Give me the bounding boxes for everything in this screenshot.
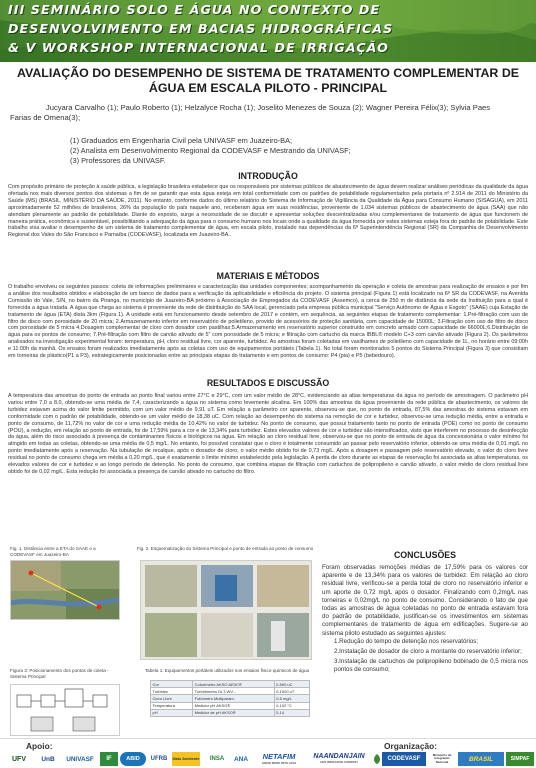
table-cell: pH (151, 709, 193, 716)
banner-line-2: DESENVOLVIMENTO EM BACIAS HIDROGRÁFICAS (8, 21, 394, 36)
table-cell: Turbidez (151, 688, 193, 695)
system-photos-image (141, 561, 312, 660)
affiliation-1: (1) Graduados em Engenharia Civil pela UNIVASF em Juazeiro-BA; (70, 136, 293, 145)
table-cell: Fotômetro Multiparam. (193, 695, 274, 702)
support-label: Apoio: (26, 741, 53, 751)
intro-heading: INTRODUÇÃO (238, 171, 298, 181)
table-cell: Colorímetro AKSO AE0C® (193, 681, 274, 688)
leaf-icon (372, 753, 382, 765)
mato-ambiente-logo: Mato Ambiente (172, 752, 200, 766)
table-cell: Turbidímetro DLT-WV... (193, 688, 274, 695)
satellite-map-image (11, 561, 120, 620)
affiliation-3: (3) Professores da UNIVASF. (70, 156, 166, 165)
table-cell: 0-1000 uT (274, 688, 309, 695)
if-logo: IF (100, 752, 118, 766)
table-cell: 0-14 (274, 709, 309, 716)
methods-text: O trabalho envolveu os seguintes passos: coleta de informações preliminares e caracterização das unidades componentes; acompanhamento da operação e coleta de amostras para realização de ensaios e por fim a análise dos resultados obtidos e elaboração de um banco de dados para a verificação da aplicabilidade e eficiência do projeto. O sistema principal (Figura 1) está localizado na 6ª SR da CODEVASF, na Avenida Comissão do Vale, S/N, no bairro da Piranga, no município de Juazeiro-BA próximo à Associação de Empregados da CODEVASF (Assemco), a cerca de 250 m de distância da sede da Instituição para a qual é fornecida a água tratada. A água que chega ao sistema é proveniente da rede de distribuição do SAA local, gerenciado pela empresa pública municipal "Serviço Autônomo de Água e Esgoto" (SAAE) cuja Estação de tratamento de água (ETA) dista 3km (Figura 1). A unidade está em funcionamento desde setembro de 2017 e contém, em sequência, as seguintes etapas de tratamento complementar: 1.Pré-filtração com uso de filtro de disco com porosidade de 20 micra; 2.Armazenamento inferior em reservatório de polietileno, provido de acessórios de proteção sanitária, com capacidade de 15000L; 3.Filtração com uso de filtro de disco com porosidade de 5 micra 4.Dosagem complementar de cloro com dosador com pastilhas;5.Armazenamento em reservatório superior construído em concreto armado com capacidade de 66000L;6.Distribuição de água para os pontos de consumo; 7.Pré-filtração com filtro de carvão ativado de 5" com porosidade de 5 micra; e filtração com cartucho da marca IBBL® modelo C+3 com carvão ativado (Figura 2). Os parâmetros analisados na investigação experimental foram: temperatura, pH, cloro residual livre, cor aparente, turbidez. As amostras foram coletadas em vasilhames de polietileno com capacidade de 1L, no horário entre 09:00h e 11:00h da manhã. Os ensaios foram realizados imediatamente após as coletas com uso de equipamentos portáteis (Tabela 1). No total foram monitorados 5 pontos do Sistema Principal (Figura 3) que consistiam em torneiras de plástico(P1 a P3), estrategicamente posicionadas entre as principais etapas do tratamento e em pontos de consumo: P4 (pia) e P5 (bebedouro). (8, 284, 528, 360)
methods-heading: MATERIAIS E MÉTODOS (216, 271, 320, 281)
affiliation-2: (2) Analista em Desenvolvimento Regional da CODEVASF e Mestrando da UNIVASF; (70, 146, 351, 155)
collection-points-diagram (11, 685, 120, 736)
poster-title (10, 66, 526, 96)
ministerio-logo: Ministério da Integração Nacional (432, 752, 452, 764)
footer-divider (0, 738, 536, 739)
table-cell: 0-5 mg/L (274, 695, 309, 702)
sindicato-icon (372, 752, 382, 766)
poster-title-line-1: AVALIAÇÃO DO DESEMPENHO DE SISTEMA DE TRATAMENTO COMPLEMENTAR DE (16, 66, 520, 80)
figure-2-caption: Fig. 2. Esquematização do Sistema Principal e ponto de entrada ao ponto de consumo (136, 546, 314, 551)
poster-title-line-2: ÁGUA EM ESCALA PILOTO - PRINCIPAL (148, 81, 388, 95)
table-row (151, 688, 310, 695)
table-cell: Cloro Livre (151, 695, 193, 702)
ana-logo: ANA (233, 755, 249, 763)
figure-2-photos (140, 560, 312, 660)
conclusions-item-2: 2.Instalação de dosador de cloro a montante do reservatório inferior; (334, 648, 522, 655)
results-text: A temperatura das amostras do ponto de entrada ao ponto final variou entre 27°C e 29°C, com um valor médio de 28°C, evidenciando as altas temperaturas da água no período de amostragem. O parâmetro pH variou entre 7,0 a 8,0, obtendo-se uma média de 7,4, caracterizando a água no sistema como levemente alcalina. Em 100% das amostras da água proveniente da rede pública de abastecimento, os valores de turbidez estavam acima do valor limite permitido, com um valor médio de 9,91 uT. Em relação a parâmetro cor aparente, observou-se que, no ponto de entrada, 87,5% das amostras do sistema estavam em conformidade com o padrão de potabilidade, obtendo-se um valor médio de 18,38 uC. Com relação ao desempenho do sistema na remoção de cor e turbidez, observou-se uma redução média, entre a entrada e ponto de consumo, de 11,72% no valor de cor e uma redução média de 10,42% no valor de turbidez. No ponto de consumo, que possui tratamento tanto no ponto de entrada (POE) como no ponto de consumo (POU), a redução, em relação ao ponto de entrada, foi de 17,59% para a cor e de 13,34% para turbidez. Estes elevados valores de cor e turbidez são intensificados, visto que interferem no processo de desinfecção da água, além do risco associado à presença de contaminantes físicos e biológicos na água. Em relação ao cloro residual livre, observou-se que no ponto de entrada de água da concessionária o valor mínimo foi atingido em todas as coletas, obtendo-se uma média de 0,5 mg/L. No entanto, foi possível constatar que o cloro é totalmente consumido ao passar pelo reservatório inferior, obtendo-se uma média de 0,01 mg/L no ponto imediatamente após a reservação. Na tubulação de recalque, após o dosador de cloro, o valor médio obtido foi de 0,73 mg/L. Após a dosagem e passagem pelo reservatório elevado, o valor do cloro livre residual no ponto de consumo chega em média a 0,20 mg/L, que é exatamente o limite mínimo estabelecido pela legislação. A perda de cloro durante as etapas de reservação foi associada as altas temperaturas, os elevados valores de cor e turbidez e ao longo período de detenção. No ponto de consumo, que combina etapas de filtração com cartuchos de polipropileno e carvão ativado, o valor médio de cloro residual livre obtido foi de 0,02 mg/L. Esta redução foi associada a presença de carvão ativado no cartucho do filtro. (8, 393, 528, 475)
abid-logo: ABID (120, 752, 146, 766)
table-cell: Cor (151, 681, 193, 688)
table-1 (150, 680, 310, 717)
equipment-table (150, 680, 310, 717)
insa-logo: INSA (209, 756, 225, 762)
codevasf-logo: CODEVASF (382, 752, 426, 766)
table-1-caption: Tabela 1: Equipamentos portáteis utilizados nos ensaios físico-químicos de água (144, 668, 310, 673)
table-cell: 0-500 uC (274, 681, 309, 688)
table-cell: 0-100 °C (274, 702, 309, 709)
figure-1-map (10, 560, 120, 620)
simpaf-logo: SIMPAF (506, 752, 534, 766)
conclusions-item-3: 3.Instalação de cartuchos de polipropileno bobinado de 0,5 micra nos pontos de consumo; (334, 658, 528, 674)
figure-3-caption: Figura 3: Posicionamento dos pontos de coleta - Sistema Principal (10, 668, 109, 679)
authors-line-1: Jucyara Carvalho (1); Paulo Roberto (1); Helzalyce Rocha (1); Joselito Menezes de Souza (2); Wagner Pereira Félix(3); Sylvia Paes (45, 103, 491, 112)
results-heading: RESULTADOS E DISCUSSÃO (206, 378, 330, 388)
table-row (151, 681, 310, 688)
conclusions-item-1: 1.Redução do tempo de detenção nos reservatórios; (334, 638, 479, 645)
banner-line-3: & V WORKSHOP INTERNACIONAL DE IRRIGAÇÃO (8, 40, 389, 55)
table-cell: Medidor de pH AKSO® (193, 709, 274, 716)
naandanjain-logo: NAANDANJAIN JAIN IRRIGATION COMPANY (313, 753, 365, 764)
figure-1-caption: Fig. 1. Distância entre a ETA do SAAE e a CODEVASF em Juazeiro-BA (10, 546, 96, 557)
netafim-logo: NETAFIM GROW MORE WITH LESS (261, 752, 297, 765)
univasf-logo: UNIVASF (66, 755, 94, 763)
authors-line-2: Farias de Omena(3); (10, 113, 81, 122)
authors (10, 103, 526, 123)
unb-logo: UnB (41, 755, 55, 763)
event-banner (0, 0, 536, 62)
brasil-logo: BRASIL (458, 752, 504, 766)
conclusions-heading: CONCLUSÕES (393, 550, 457, 560)
ufv-logo: UFV (4, 752, 34, 766)
table-row (151, 709, 310, 716)
intro-text: Com propósito primário de proteção à saúde pública, a legislação brasileira estabelece que os responsáveis por sistemas públicos de abastecimento de água devem realizar análises periódicas da qualidade da água ofertada nos mais diversos pontos dos sistemas a fim de se garantir que esta água esteja em total conformidade com os padrões de potabilidade regulamentados pela portaria nº 2.914 de 2011 do Ministério da Saúde (MS) (BRASIL, MINISTÉRIO DA SAÚDE, 2011). No entanto, conforme dados do último relatório do Sistema de Informação de Vigilância da Qualidade da Água para Consumo Humano (SISAGUA), em 2011 aproximadamente 52 milhões de brasileiros, 26% da população do país naquele ano, receberam água em suas residências, proveniente de 1.034 sistemas públicos de abastecimento de água (SAA) que não atendiam plenamente ao padrão de potabilidade. Diante do exposto, surge a necessidade de se discutir e apresentar soluções descentralizadas e/ou complementares de tratamento de água que funcionem de maneira prática, econômica e sustentável, possibilitando a adequação da água para o consumo humano nos locais onde a qualidade da água fornecida por estes sistemas esteja fora do padrão de potabilidade. Este trabalho visa avaliar o desempenho de um sistema de tratamento complementar de água, em escala piloto, instalado nas dependências da 6ª Superintendência Regional (SR) da Companhia de Desenvolvimento Regional dos Vales do São Francisco e Parnaíba (CODEVASF), localizada em Juazeiro-BA.. (8, 184, 528, 239)
organization-label: Organização: (384, 741, 438, 751)
banner-line-1: III SEMINÁRIO SOLO E ÁGUA NO CONTEXTO DE (8, 2, 381, 17)
conclusions-text: Foram observadas remoções médias de 17,59% para os valores cor aparente e de 13,34% para os valores de turbidez. Em relação ao cloro residual livre, verificou-se a perda total de cloro no reservatório inferior e um aporte de 0,72 mg/L após o dosador. Finalizando com 0,2mg/L nas torneiras e 0,02mg/L no ponto de consumo. Considerando o fato de que todas as amostras de água coletadas no ponto de entrada estavam fora do padrão de potabilidade, justifican-se os investimentos em sistemas complementares de tratamento de água em edificações. Sugere-se ao sistema piloto estudado as seguintes ajustes: (322, 564, 528, 637)
figure-3-diagram (10, 684, 120, 736)
table-row (151, 695, 310, 702)
ufrb-logo: UFRB (150, 756, 168, 762)
table-cell: Medidor pH AKSO® (193, 702, 274, 709)
table-cell: Temperatura (151, 702, 193, 709)
table-row (151, 702, 310, 709)
